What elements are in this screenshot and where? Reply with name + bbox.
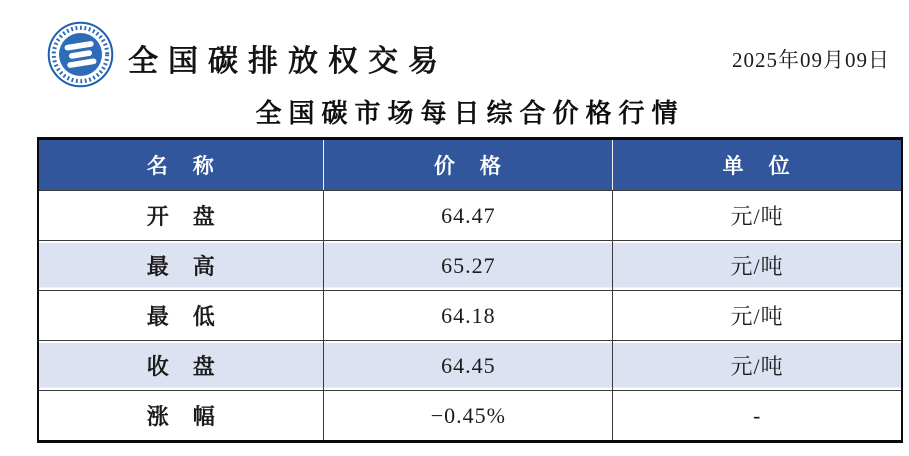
- table-row-close: [39, 340, 901, 390]
- header-cell-unit: 单 位: [612, 140, 901, 190]
- row-unit: -: [612, 391, 901, 440]
- row-name: 最 高: [146, 254, 216, 279]
- row-name: 最 低: [146, 304, 216, 329]
- page-title: 全国碳市场每日综合价格行情: [255, 99, 685, 128]
- report-date: 2025年09月09日: [732, 48, 890, 72]
- table-row-open: [39, 190, 901, 240]
- row-price: 64.18: [323, 291, 612, 340]
- row-unit: 元/吨: [612, 341, 901, 390]
- row-price: −0.45%: [323, 391, 612, 440]
- table-row-high: [39, 240, 901, 290]
- table-row-change: [39, 390, 901, 440]
- row-unit: 元/吨: [612, 291, 901, 340]
- price-table: [37, 137, 903, 443]
- table-header-row: [39, 140, 901, 190]
- table-row-low: [39, 290, 901, 340]
- row-price: 64.45: [323, 341, 612, 390]
- header-cell-price: 价 格: [323, 140, 612, 190]
- header-cell-name: 名 称: [146, 154, 216, 178]
- row-unit: 元/吨: [612, 191, 901, 240]
- row-name: 开 盘: [146, 204, 216, 229]
- row-name: 收 盘: [146, 354, 216, 379]
- row-unit: 元/吨: [612, 241, 901, 290]
- row-price: 64.47: [323, 191, 612, 240]
- row-price: 65.27: [323, 241, 612, 290]
- brand-title: 全国碳排放权交易: [128, 45, 448, 78]
- carbon-exchange-badge-icon: [47, 21, 114, 88]
- row-name: 涨 幅: [146, 404, 216, 429]
